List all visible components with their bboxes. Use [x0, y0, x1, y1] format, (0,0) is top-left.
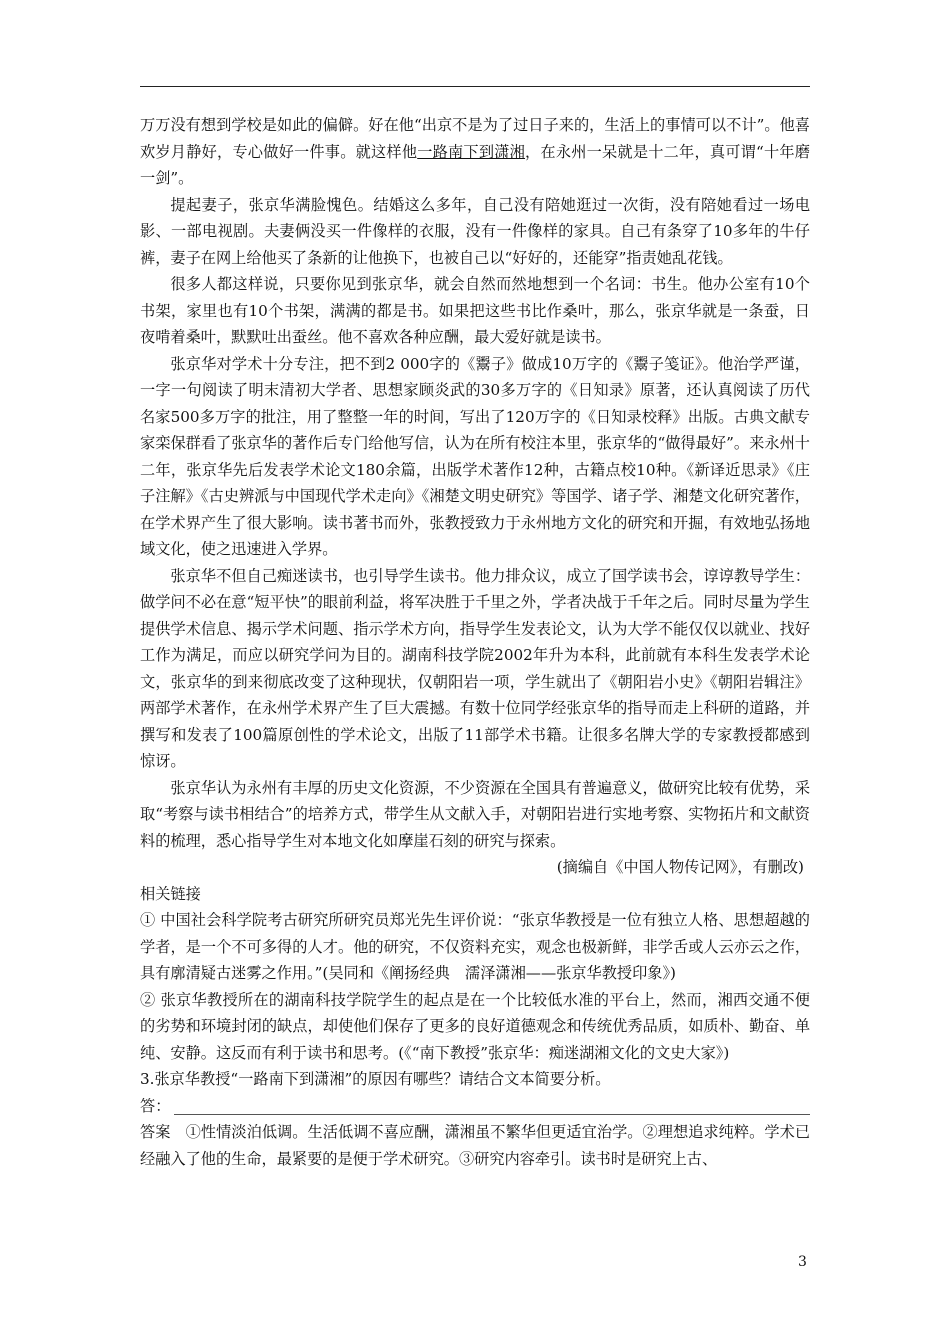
document-body	[140, 112, 810, 1172]
paragraph-5: 张京华不但自己痴迷读书，也引导学生读书。他力排众议，成立了国学读书会，谆谆教导学生：做学问不必在意“短平快”的眼前利益，将军决胜于千里之外，学者决战于千年之后。同时尽量为学生提供学术信息、揭示学术问题、指示学术方向，指导学生发表论文，认为大学不能仅仅以就业、找好工作为满足，而应以研究学问为目的。湖南科技学院2002年升为本科，此前就有本科生发表学术论文，张京华的到来彻底改变了这种现状，仅朝阳岩一项，学生就出了《朝阳岩小史》《朝阳岩辑注》两部学术著作，在永州学术界产生了巨大震撼。有数十位同学经张京华的指导而走上科研的道路，并撰写和发表了100篇原创性的学术论文，出版了11部学术书籍。让很多名牌大学的专家教授都感到惊讶。	[140, 566, 810, 770]
related-link-1: ① 中国社会科学院考古研究所研究员郑光先生评价说：“张京华教授是一位有独立人格、思想超越的学者，是一个不可多得的人才。他的研究，不仅资料充实，观念也极新鲜，非学舌或人云亦云之作，具有廓清疑古迷雾之作用。”(吴同和《阐扬经典 濡泽潇湘——张京华教授印象》)	[140, 911, 810, 982]
paragraph-1-text-b: ，在永州一呆就是十二年，真可谓“十年磨一剑”。	[140, 142, 811, 187]
paragraph-1-text-a: 万万没有想到学校是如此的偏僻。好在他“出京不是为了过日子来的，生活上的事情可以不计”。他喜欢岁月静好，专心做好一件事。就这样他	[140, 116, 810, 161]
answer-blank-line	[140, 1093, 810, 1120]
paragraph-3: 很多人都这样说，只要你见到张京华，就会自然而然地想到一个名词：书生。他办公室有10个书架，家里也有10个书架，满满的都是书。如果把这些书比作桑叶，那么，张京华就是一条蚕，日夜啃着桑叶，默默吐出蚕丝。他不喜欢各种应酬，最大爱好就是读书。	[140, 275, 810, 346]
answer-blank	[174, 1094, 810, 1115]
related-link-2: ② 张京华教授所在的湖南科技学院学生的起点是在一个比较低水准的平台上，然而，湘西交通不便的劣势和环境封闭的缺点，却使他们保存了更多的良好道德观念和传统优秀品质，如质朴、勤奋、单纯、安静。这反而有利于读书和思考。(《“南下教授”张京华：痴迷湖湘文化的文史大家》)	[140, 990, 810, 1062]
paragraph-2: 提起妻子，张京华满脸愧色。结婚这么多年，自己没有陪她逛过一次街，没有陪她看过一场电影、一部电视剧。夫妻俩没买一件像样的衣服，没有一件像样的家具。自己有条穿了10多年的牛仔裤，妻子在网上给他买了条新的让他换下，也被自己以“好好的，还能穿”指责她乱花钱。	[140, 195, 810, 267]
related-links-heading: 相关链接	[140, 884, 201, 903]
paragraph-6: 张京华认为永州有丰厚的历史文化资源，不少资源在全国具有普遍意义，做研究比较有优势，采取“考察与读书相结合”的培养方式，带学生从文献入手，对朝阳岩进行实地考察、实物拓片和文献资料的梳理，悉心指导学生对本地文化如摩崖石刻的研究与探索。	[140, 778, 810, 850]
answer-prompt: 答：	[140, 1096, 171, 1115]
source-citation: (摘编自《中国人物传记网》，有删改)	[556, 858, 804, 876]
underlined-phrase: 一路南下到潇湘	[417, 142, 526, 161]
question-3: 3.张京华教授“一路南下到潇湘”的原因有哪些？请结合文本简要分析。	[140, 1070, 611, 1088]
paragraph-1	[140, 112, 810, 192]
page-number: 3	[798, 1254, 807, 1270]
header-rule	[140, 86, 810, 87]
answer-text: 答案 ①性情淡泊低调。生活低调不喜应酬，潇湘虽不繁华但更适宜治学。②理想追求纯粹。学术已经融入了他的生命，最紧要的是便于学术研究。③研究内容牵引。读书时是研究上古、	[140, 1123, 810, 1168]
paragraph-4: 张京华对学术十分专注，把不到2 000字的《鬻子》做成10万字的《鬻子笺证》。他治学严谨，一字一句阅读了明末清初大学者、思想家顾炎武的30多万字的《日知录》原著，还认真阅读了历代名家500多万字的批注，用了整整一年的时间，写出了120万字的《日知录校释》出版。古典文献专家栾保群看了张京华的著作后专门给他写信，认为在所有校注本里，张京华的“做得最好”。来永州十二年，张京华先后发表学术论文180余篇，出版学术著作12种，古籍点校10种。《新译近思录》《庄子注解》《古史辨派与中国现代学术走向》《湘楚文明史研究》等国学、诸子学、湘楚文化研究著作，在学术界产生了很大影响。读书著书而外，张教授致力于永州地方文化的研究和开掘，有效地弘扬地域文化，使之迅速进入学界。	[140, 354, 810, 558]
